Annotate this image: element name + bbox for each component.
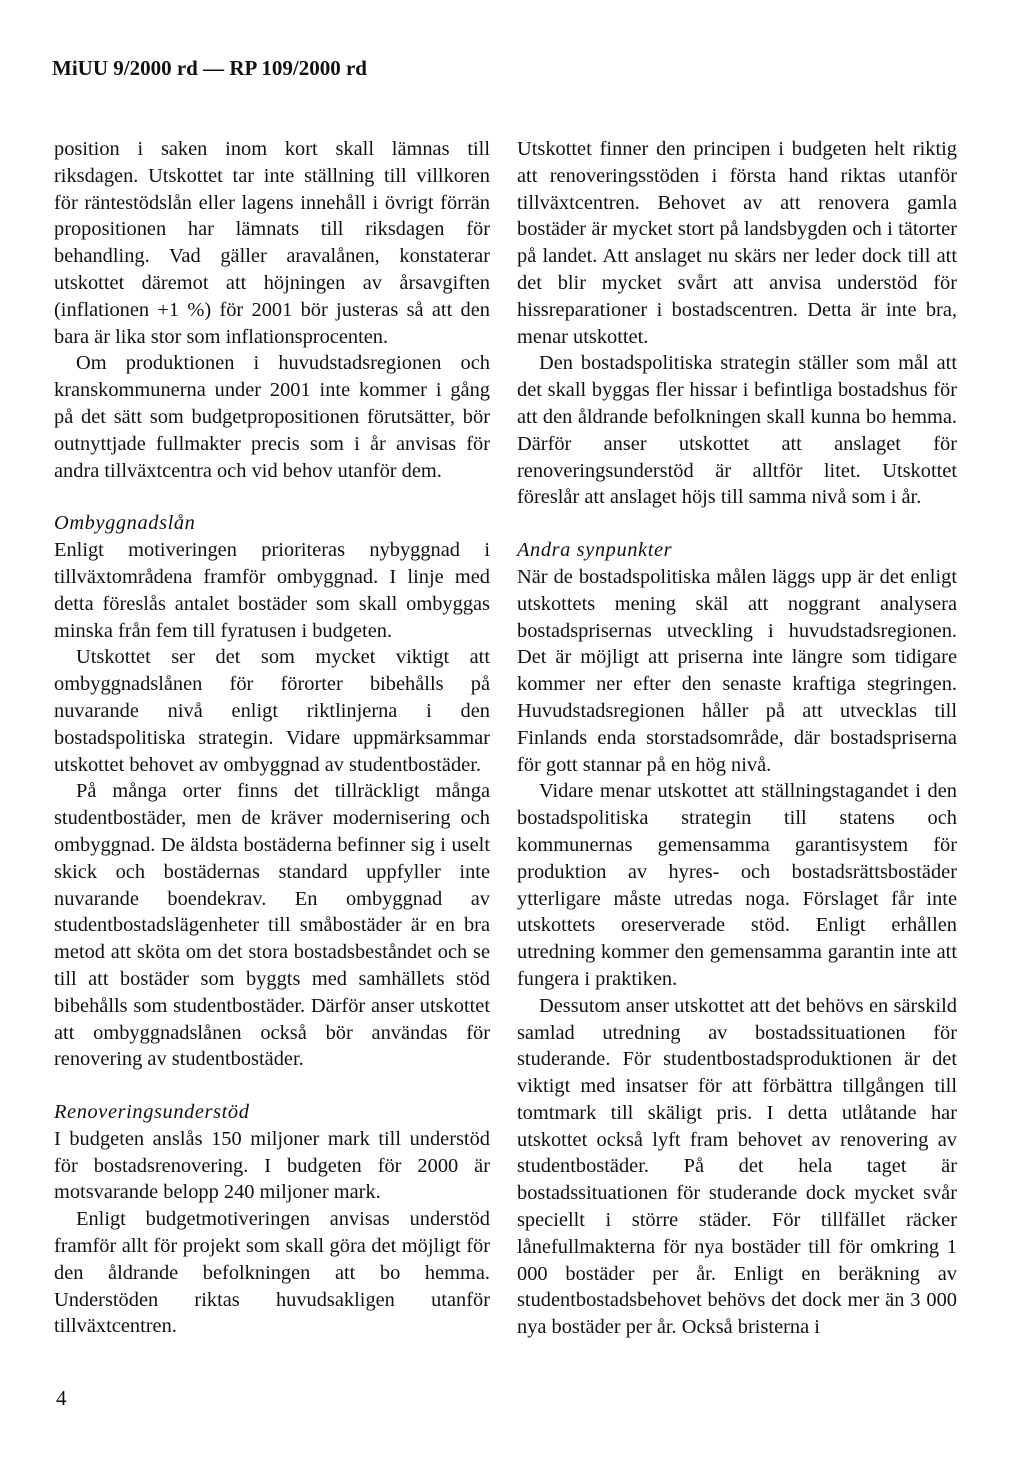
section-gap [517,511,957,537]
paragraph: I budgeten anslås 150 miljoner mark till understöd för bostadsrenovering. I budgeten för 2000 är motsvarande belopp 240 miljoner mark. [54,1127,490,1204]
paragraph: Dessutom anser utskottet att det behövs en särskild samlad utredning av bostadssituationen för studerande. För studentbostadsproduktionen är det viktigt med insatser för att förbättra tillgången till tomtmark till skäligt pris. I detta utlåtande har utskottet också lyft fram behovet av renovering av studentbostäder. På det hela taget är bostadssituationen för studerande dock mycket svår speciellt i större städer. För tillfället räcker lånefullmakterna för nya bostäder till för omkring 1 000 bostäder per år. Enligt en beräkning av studentbostadsbehovet behövs det dock mer än 3 000 nya bostäder per år. Också bristerna i [517,994,957,1339]
paragraph: Den bostadspolitiska strategin ställer som mål att det skall byggas fler hissar i befintliga bostadshus för att den åldrande befolkningen skall kunna bo hemma. Därför anser utskottet att anslaget för renoveringsunderstöd är alltför litet. Utskottet föreslår att anslaget höjs till samma nivå som i år. [517,352,957,509]
paragraph: När de bostadspolitiska målen läggs upp är det enligt utskottets mening skäl att noggrant analysera bostadsprisernas utveckling i huvudstadsregionen. Det är möjligt att priserna inte längre som tidigare kommer ner efter den senaste kraftiga stegringen. Huvudstadsregionen håller på att utvecklas till Finlands enda storstadsområde, där bostadspriserna för gott stannar på en hög nivå. [517,565,957,776]
paragraph: Vidare menar utskottet att ställningstagandet i den bostadspolitiska strategin till statens och kommunernas gemensamma garantisystem för produktion av hyres- och bostadsrättsbostäder ytterligare måste utredas noga. Förslaget får inte utskottets oreserverade stöd. Enligt erhållen utredning kommer den gemensamma garantin inte att fungera i praktiken. [517,780,957,990]
paragraph: På många orter finns det tillräckligt många studentbostäder, men de kräver modernisering och ombyggnad. De äldsta bostäderna befinner sig i uselt skick och bostädernas standard uppfyller inte nuvarande boendekrav. En ombyggnad av studentbostadslägenheter till småbostäder är en bra metod att sköta om det stora bostadsbeståndet och se till att bostäder som byggts med samhällets stöd bibehålls som studentbostäder. Därför anser utskottet att ombyggnadslånen också bör användas för renovering av studentbostäder. [54,780,490,1071]
paragraph: position i saken inom kort skall lämnas till riksdagen. Utskottet tar inte ställning till villkoren för räntestödslån eller lagens innehåll i övrigt förrän propositionen har lämnats till riksdagen för behandling. Vad gäller aravalånen, konstaterar utskottet däremot att höjningen av årsavgiften (inflationen +1 %) för 2001 bör justeras så att den bara är lika stor som inflationsprocenten. [54,138,490,348]
section-heading: Renoveringsunderstöd [54,1101,250,1124]
paragraph: Om produktionen i huvudstadsregionen och kranskommunerna under 2001 inte kommer i gång på det sätt som budgetpropositionen förutsätter, bör outnyttjade fullmakter precis som i år anvisas för andra tillväxtcentra och vid behov utanför dem. [54,352,490,482]
section-heading: Andra synpunkter [517,539,673,562]
paragraph: Utskottet ser det som mycket viktigt att ombyggnadslånen för förorter bibehålls på nuvarande nivå enligt riktlinjerna i den bostadspolitiska strategin. Vidare uppmärksammar utskottet behovet av ombyggnad av studentbostäder. [54,646,490,776]
left-column [54,136,490,1340]
section-gap [54,484,490,510]
paragraph: Utskottet finner den principen i budgeten helt riktig att renoveringsstöden i första hand riktas utanför tillväxtcentren. Behovet av att renovera gamla bostäder är mycket stort på landsbygden och i tätorter på landet. Att anslaget nu skärs ner leder dock till att det blir mycket svårt att anvisa understöd för hissreparationer i bostadscentren. Detta är inte bra, menar utskottet. [517,138,957,348]
section-heading: Ombyggnadslån [54,512,196,535]
right-column [517,136,957,1341]
section-gap [54,1073,490,1099]
paragraph: Enligt motiveringen prioriteras nybyggnad i tillväxtområdena framför ombyggnad. I linje med detta föreslås antalet bostäder som skall ombyggas minska från fem till fyratusen i budgeten. [54,539,490,642]
page-number: 4 [56,1386,67,1410]
paragraph: Enligt budgetmotiveringen anvisas understöd framför allt för projekt som skall göra det möjligt för den åldrande befolkningen att bo hemma. Understöden riktas huvudsakligen utanför tillväxtcentren. [54,1208,490,1338]
running-header: MiUU 9/2000 rd — RP 109/2000 rd [52,56,367,80]
